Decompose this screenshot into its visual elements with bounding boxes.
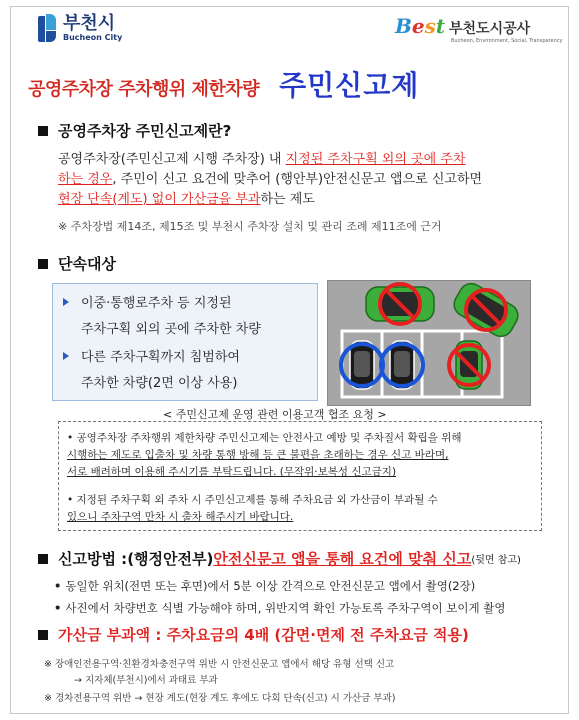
triangle-bullet-icon — [63, 298, 69, 306]
square-bullet-icon — [38, 554, 48, 564]
bucheon-logo-icon — [38, 14, 58, 44]
guide-title: < 주민신고제 운영 관련 이용고객 협조 요청 > — [163, 408, 387, 421]
target2-line2: 주차한 차량(2면 이상 사용) — [81, 376, 238, 391]
footnote-2: ※ 경차전용구역 위반 → 현장 계도(현장 계도 후에도 다회 단속(신고) 시 가산금 부과) — [44, 693, 396, 704]
corp-name: 부천도시공사 — [449, 21, 531, 37]
page-title — [28, 64, 419, 104]
target1-line2: 주차구획 외의 곳에 주차한 차량 — [81, 322, 261, 337]
bucheon-corp-logo — [395, 12, 563, 52]
fee-heading: 가산금 부과액 : 주차요금의 4배 (감면·면제 전 주차요금 적용) — [38, 624, 469, 645]
method-bullet-2: • 사진에서 차량번호 식별 가능해야 하며, 위반지역 확인 가능토록 주차구역이 보이게 촬영 — [54, 601, 506, 615]
best-logo-icon: Best — [395, 14, 446, 38]
logo-text-ko: 부천시 — [63, 13, 116, 34]
bucheon-city-logo — [38, 14, 122, 44]
footnote-1-line2: → 지자체(부천시)에서 과태료 부과 — [74, 675, 218, 686]
target2-line1: 다른 주차구획까지 침범하여 — [81, 350, 240, 365]
section1-body: 공영주차장(주민신고제 시행 주차장) 내 지정된 주차구획 외의 곳에 주차 하는 경우, 주민이 신고 요건에 맞추어 (행안부)안전신문고 앱으로 신고하면 현장 단속(계도) 없이 가산금을 부과하는 제도 — [58, 152, 483, 207]
square-bullet-icon — [38, 630, 48, 640]
title-part2: 주민신고제 — [279, 69, 420, 102]
method-bullet-1: • 동일한 위치(전면 또는 후면)에서 5분 이상 간격으로 안전신문고 앱에서 촬영(2장) — [54, 579, 476, 593]
triangle-bullet-icon — [63, 352, 69, 360]
prohibited-car-icon — [366, 284, 434, 324]
section2-heading: 단속대상 — [38, 253, 116, 274]
guide-paragraph-1: • 공영주차장 주차행위 제한차량 주민신고제는 안전사고 예방 및 주차질서 확립을 위해 시행하는 제도로 입출차 및 차량 통행 방해 등 큰 불편을 초래하는 경우 신고 바라며, 서로 배려하며 이용해 주시기를 부탁드립니다. (무작위·보복성 신고금지) — [67, 432, 462, 478]
logo-text-en: Bucheon City — [63, 33, 123, 42]
title-part1: 공영주차장 주차행위 제한차량 — [28, 79, 260, 100]
section3-heading: 신고방법 : (행정안전부) 안전신문고 앱을 통해 요건에 맞춰 신고 (뒷면 참고) — [38, 548, 521, 569]
footnote-1-line1: ※ 장애인전용구역·친환경차충전구역 위반 시 안전신문고 앱에서 해당 유형 선택 신고 — [44, 659, 395, 670]
target1-line1: 이중·통행로주차 등 지정된 — [81, 296, 232, 311]
parking-illustration — [327, 280, 531, 406]
prohibited-car-icon — [449, 341, 489, 389]
square-bullet-icon — [38, 126, 48, 136]
allowed-car-icon — [381, 341, 423, 389]
square-bullet-icon — [38, 259, 48, 269]
section1-heading: 공영주차장 주민신고제란? — [38, 120, 231, 141]
legal-basis-note: ※ 주차장법 제14조, 제15조 및 부천시 주차장 설치 및 관리 조례 제11조에 근거 — [58, 220, 442, 233]
allowed-car-icon — [341, 341, 383, 389]
corp-subtitle: Bucheon, Environment, Social, Transparency — [451, 38, 563, 44]
targets-box — [52, 283, 318, 401]
guide-box — [58, 421, 542, 531]
guide-paragraph-2: • 지정된 주차구획 외 주차 시 주민신고제를 통해 주차요금 외 가산금이 부과될 수 있으니 주차구역 만차 시 출차 해주시기 바랍니다. — [67, 494, 438, 523]
